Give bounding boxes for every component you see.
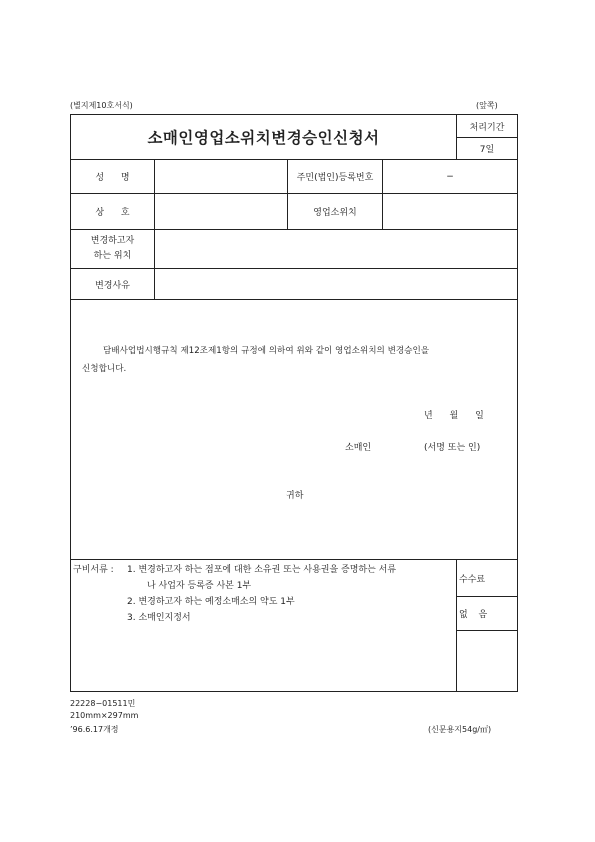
required-documents-label: 구비서류 : xyxy=(73,565,114,575)
paper-size: 210mm×297mm xyxy=(70,711,139,720)
processing-period-value: 7일 xyxy=(479,145,495,155)
name-field[interactable] xyxy=(155,160,287,193)
new-location-label xyxy=(71,230,154,268)
application-date[interactable]: 년 월 일 xyxy=(424,411,484,421)
required-document-1-line1: 1. 변경하고자 하는 점포에 대한 소유권 또는 사용권을 증명하는 서류 xyxy=(127,565,397,575)
new-location-label-line1: 변경하고자 xyxy=(90,236,135,246)
change-reason-field[interactable] xyxy=(155,269,517,299)
required-document-1-line2: 나 사업자 등록증 사본 1부 xyxy=(147,581,252,591)
form-number-label: (별지제10호서식) xyxy=(70,101,133,110)
fee-label: 수수료 xyxy=(459,574,486,585)
statement-line-2: 신청합니다. xyxy=(82,364,127,374)
processing-period-label: 처리기간 xyxy=(469,122,505,133)
name-label: 성 명 xyxy=(95,173,130,183)
page-side-label: (앞쪽) xyxy=(476,101,498,110)
paper-spec: (신문용지54g/㎡) xyxy=(428,725,492,734)
business-location-label: 영업소위치 xyxy=(313,208,357,218)
new-location-field[interactable] xyxy=(155,230,517,268)
change-reason-label: 변경사유 xyxy=(95,280,130,291)
form-title: 소매인영업소위치변경승인신청서 xyxy=(147,129,380,147)
registration-number-label: 주민(법인)등록번호 xyxy=(296,173,374,183)
business-location-field[interactable] xyxy=(383,194,517,229)
form-code: 22228−01511민 xyxy=(70,699,136,708)
required-document-2: 2. 변경하고자 하는 예정소매소의 약도 1부 xyxy=(127,597,295,607)
addressee-label: 귀하 xyxy=(286,491,304,501)
applicant-label: 소매인 xyxy=(345,443,372,453)
signature-field[interactable]: (서명 또는 인) xyxy=(424,443,481,453)
new-location-label-line2: 하는 위치 xyxy=(93,251,132,261)
revision-date: ’96.6.17개정 xyxy=(70,725,119,734)
required-document-3: 3. 소매인지정서 xyxy=(127,613,191,623)
trade-name-field[interactable] xyxy=(155,194,287,229)
trade-name-label: 상 호 xyxy=(95,208,130,218)
fee-value: 없 음 xyxy=(459,610,488,620)
registration-number-field[interactable]: − xyxy=(446,171,454,182)
statement-line-1: 담배사업법시행규칙 제12조제1항의 규정에 의하여 위와 같이 영업소위치의 변경승인을 xyxy=(103,346,430,356)
